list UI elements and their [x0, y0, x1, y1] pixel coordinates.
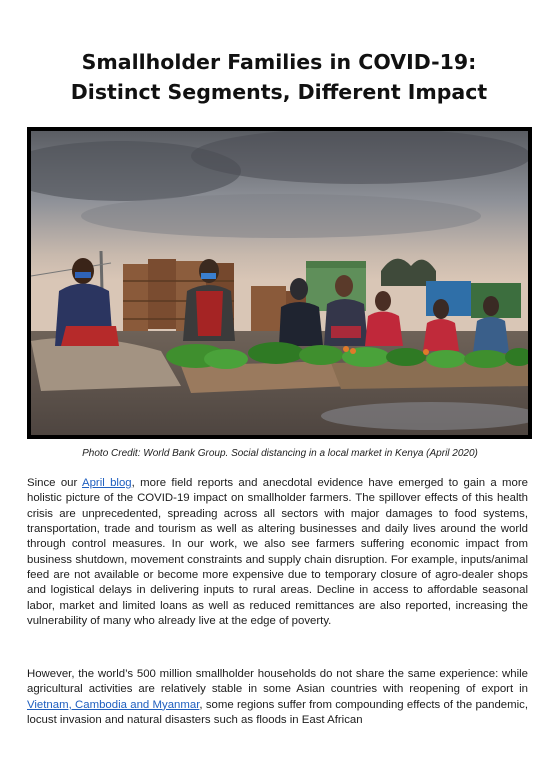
title-line-2: Distinct Segments, Different Impact	[70, 80, 488, 104]
paragraph-2	[27, 667, 528, 728]
market-photo	[31, 131, 528, 435]
photo-frame	[27, 127, 532, 439]
title-line-1: Smallholder Families in COVID-19:	[81, 50, 477, 74]
april-blog-link[interactable]: April blog	[81, 477, 132, 489]
vietnam-cambodia-myanmar-link[interactable]: Vietnam, Cambodia and Myanmar	[27, 698, 200, 711]
paragraph-2-intro: However, the world’s 500 million smallholder households do not share the same experience: while agricultural activities are relatively stable in some Asian countries with reopening of export in	[27, 668, 528, 696]
paragraph-2-body: , some regions suffer from compounding effects of the pandemic, locust invasion and natural disasters such as floods in East African	[27, 698, 528, 727]
paragraph-1-body: , more field reports and anecdotal evidence have emerged to gain a more holistic picture of the COVID-19 impact on smallholder farmers. The spillover effects of this health crisis are unprecedented, spreading across all sectors with major damages to food systems, transportation, trade and tourism as well as altering businesses and daily lives around the world through control measures. In our work, we also see farmers suffering economic impact from business shutdown, movement constraints and supply chain disruption. For example, inputs/animal feed are not available or become more expensive due to temporary closure of agro-dealer shops and logistical delays in delivering inputs to rural areas. Decline in access to affordable seasonal labor, market and limited loans as well as reduced remittances are also reported, increasing the vulnerability of many who already live at the edge of poverty.	[27, 477, 528, 628]
paragraph-1-intro: Since our	[27, 477, 82, 489]
page-title	[20, 47, 538, 107]
photo-caption: Photo Credit: World Bank Group. Social distancing in a local market in Kenya (April 2020)	[82, 448, 478, 459]
paragraph-1	[27, 476, 528, 629]
